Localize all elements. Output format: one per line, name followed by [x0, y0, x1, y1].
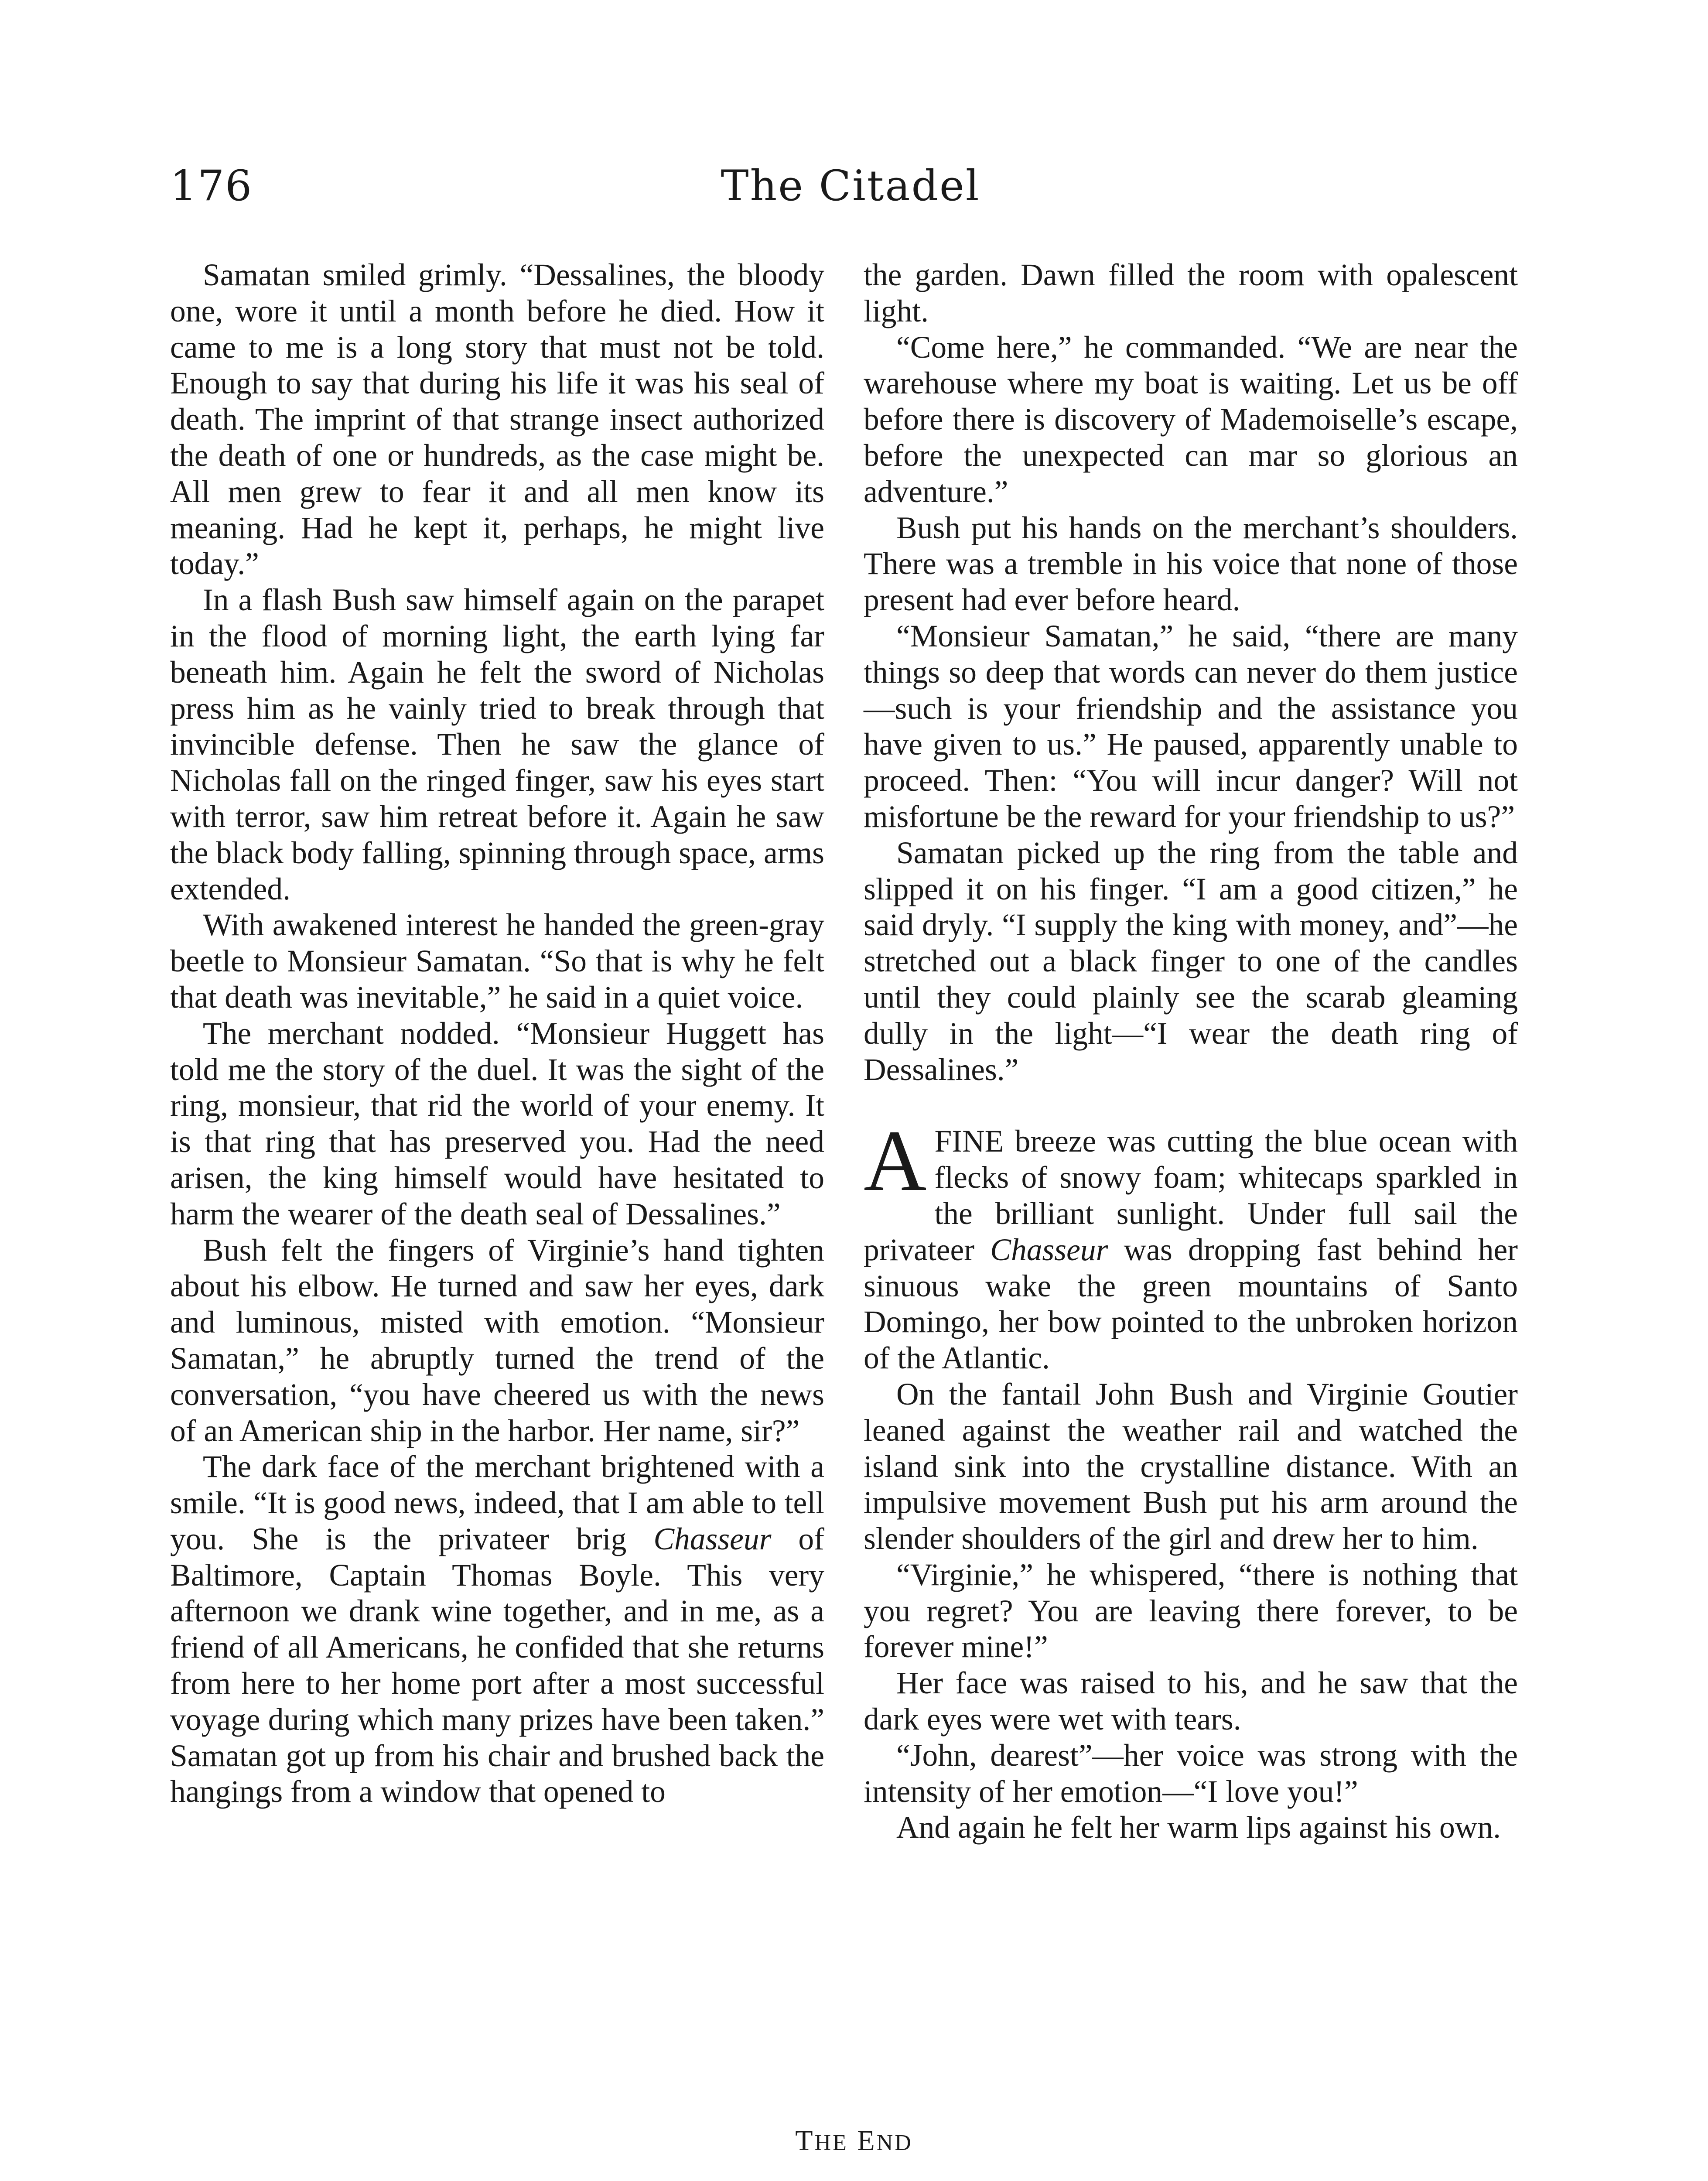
- paragraph-continued: the garden. Dawn filled the room with opalescent light.: [864, 258, 1518, 328]
- drop-cap: A: [864, 1113, 927, 1210]
- end-mark-smallcaps: ND: [876, 2130, 913, 2155]
- running-title: The Citadel: [721, 161, 980, 210]
- paragraph: Samatan picked up the ring from the table and slipped it on his finger. “I am a good citizen,” he said dryly. “I supply the king with money, and”—he stretched out a black finger to one of the candles until they could plainly see the scarab gleaming dully in the light—“I wear the death ring of Dessalines.”: [864, 835, 1518, 1087]
- paragraph: And again he felt her warm lips against his own.: [896, 1810, 1501, 1845]
- paragraph: Bush put his hands on the merchant’s shoulders. There was a tremble in his voice that none of those present had ever before heard.: [864, 510, 1518, 618]
- the-end-mark: [0, 2124, 1708, 2157]
- paragraph: The merchant nodded. “Monsieur Huggett has told me the story of the duel. It was the sight of the ring, monsieur, that rid the world of your enemy. It is that ring that has preserved you. Had the need arisen, the king himself would have hesitated to harm the wearer of the death seal of Dessalines.”: [170, 1016, 824, 1231]
- paragraph-text: was dropping fast behind her sinuous wake the green mountains of Santo Domingo, her bow pointed to the unbroken horizon of the Atlantic.: [864, 1232, 1518, 1376]
- left-column: [170, 257, 824, 1810]
- paragraph: With awakened interest he handed the green-gray beetle to Monsieur Samatan. “So that is why he felt that death was inevitable,” he said in a quiet voice.: [170, 908, 824, 1015]
- end-mark-initial: E: [857, 2125, 877, 2157]
- paragraph: “Come here,” he commanded. “We are near the warehouse where my boat is waiting. Let us be off before there is discovery of Mademoiselle’s escape, before the unexpected can mar so glorious an adventure.”: [864, 330, 1518, 509]
- paragraph: Samatan smiled grimly. “Dessalines, the bloody one, wore it until a month before he died. How it came to me is a long story that must not be told. Enough to say that during his life it was his seal of death. The imprint of that strange insect authorized the death of one or hundreds, as the case might be. All men grew to fear it and all men know its meaning. Had he kept it, perhaps, he might live today.”: [170, 258, 824, 581]
- paragraph-text: of Baltimore, Captain Thomas Boyle. This very afternoon we drank wine together, and in me, as a friend of all Americans, he confided that she returns from here to her home port after a most successful voyage during which many prizes have been taken.” Samatan got up from his chair and brushed back the hangings from a window that opened to: [170, 1521, 824, 1809]
- paragraph: Bush felt the fingers of Virginie’s hand tighten about his elbow. He turned and saw her eyes, dark and luminous, misted with emotion. “Monsieur Samatan,” he abruptly turned the trend of the conversation, “you have cheered us with the news of an American ship in the harbor. Her name, sir?”: [170, 1233, 824, 1448]
- paragraph-text: The dark face of the merchant brightened with a smile. “It is good news, indeed, that I am able to tell you. She is the privateer brig: [170, 1449, 824, 1556]
- paragraph: Her face was raised to his, and he saw that the dark eyes were wet with tears.: [864, 1666, 1518, 1737]
- end-mark-initial: T: [795, 2125, 815, 2157]
- page-header: [170, 161, 1531, 222]
- paragraph: On the fantail John Bush and Virginie Goutier leaned against the weather rail and watched the island sink into the crystalline distance. With an impulsive movement Bush put his arm around the slender shoulders of the girl and drew her to him.: [864, 1377, 1518, 1556]
- paragraph: [170, 1449, 824, 1810]
- page-number: 176: [170, 161, 253, 210]
- end-mark-smallcaps: HE: [814, 2130, 848, 2155]
- paragraph-text: FINE breeze was cutting the blue ocean with flecks of snowy foam; whitecaps sparkled in the brilliant sunlight. Under full sail the privateer: [864, 1124, 1518, 1267]
- paragraph: “Virginie,” he whispered, “there is nothing that you regret? You are leaving there forever, to be forever mine!”: [864, 1557, 1518, 1665]
- paragraph: In a flash Bush saw himself again on the parapet in the flood of morning light, the earth lying far beneath him. Again he felt the sword of Nicholas press him as he vainly tried to break through that invincible defense. Then he saw the glance of Nicholas fall on the ringed finger, saw his eyes start with terror, saw him retreat before it. Again he saw the black body falling, spinning through space, arms extended.: [170, 583, 824, 906]
- section-opening-paragraph: [864, 1113, 1518, 1377]
- right-column: [864, 257, 1518, 1846]
- ship-name: Chasseur: [990, 1232, 1108, 1267]
- ship-name: Chasseur: [653, 1521, 772, 1556]
- paragraph: “John, dearest”—her voice was strong with the intensity of her emotion—“I love you!”: [864, 1738, 1518, 1809]
- paragraph: “Monsieur Samatan,” he said, “there are many things so deep that words can never do them justice—such is your friendship and the assistance you have given to us.” He paused, apparently unable to proceed. Then: “You will incur danger? Will not misfortune be the reward for your friendship to us?”: [864, 619, 1518, 834]
